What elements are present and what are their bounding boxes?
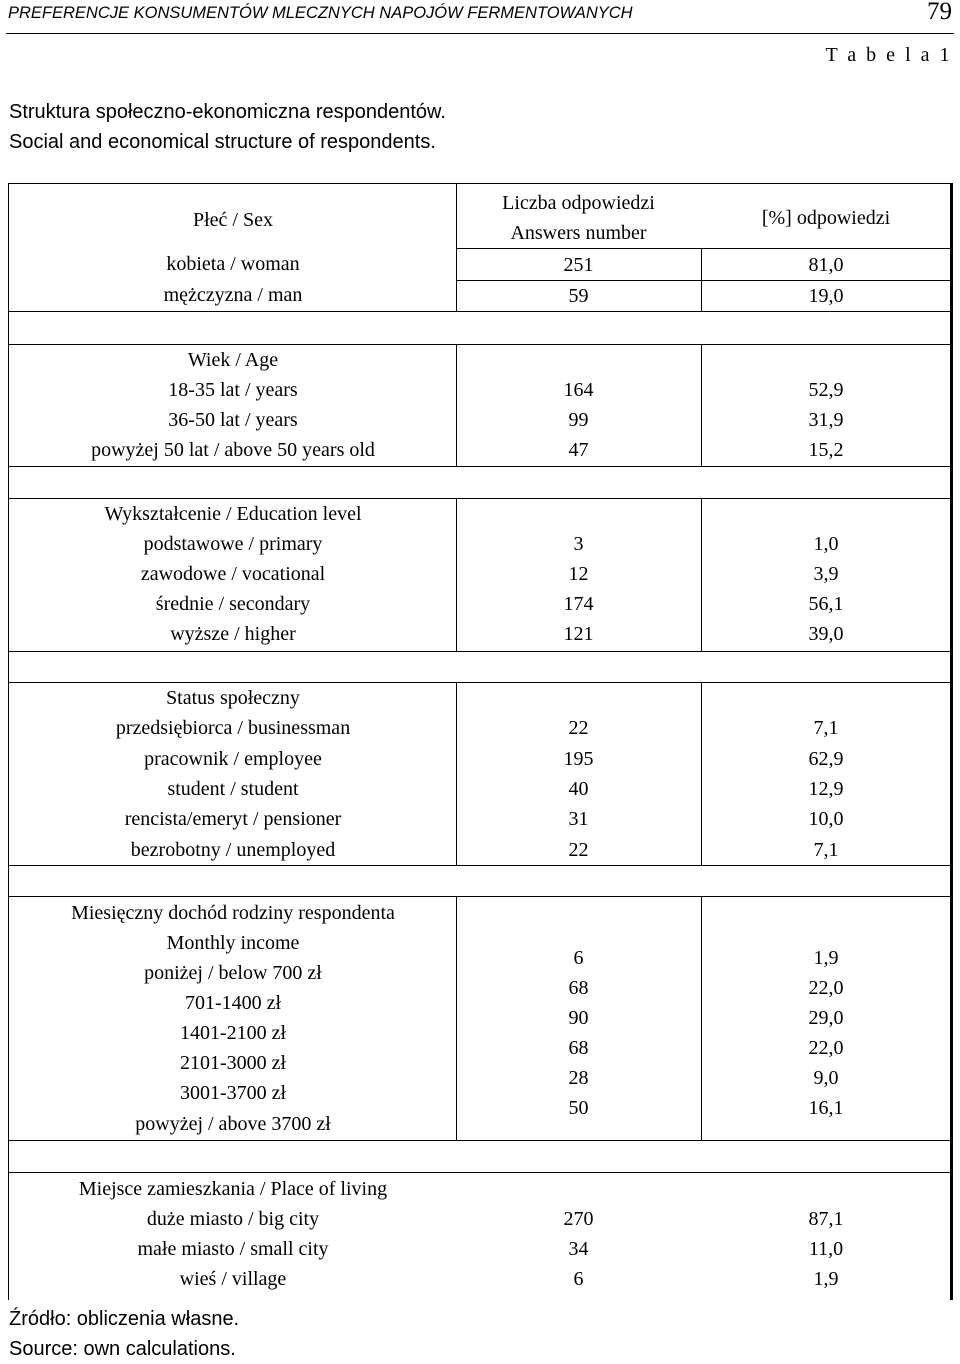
column-header-answers-pl: Liczba odpowiedzi [502,192,655,214]
table-cell-percent: 22,0 [808,1037,844,1059]
table-row-label: powyżej / above 3700 zł [135,1113,331,1135]
table-row-label: student / student [167,778,299,800]
table-cell-percent: 10,0 [808,808,844,830]
table-cell-number: 3 [573,533,584,555]
table-cell-number: 99 [568,409,589,431]
table-row-label: pracownik / employee [144,748,322,770]
table-cell-percent: 19,0 [808,285,844,307]
table-cell-number: 195 [563,748,594,770]
table-cell-percent: 62,9 [808,748,844,770]
table-row-label: 36-50 lat / years [168,409,298,431]
page-number: 79 [927,0,952,25]
source-polish: Źródło: obliczenia własne. [9,1308,240,1330]
table-row-label: powyżej 50 lat / above 50 years old [91,439,375,461]
table-cell-percent: 3,9 [813,563,839,585]
table-cell-number: 50 [568,1097,589,1119]
table-row-label: wieś / village [179,1268,287,1290]
column-header-answers [456,188,701,248]
table-cell-number: 40 [568,778,589,800]
table-cell-percent: 31,9 [808,409,844,431]
table-cell-number: 6 [573,947,584,969]
section-title-education: Wykształcenie / Education level [104,503,362,525]
table-cell-percent: 87,1 [808,1208,844,1230]
caption-polish: Struktura społeczno-ekonomiczna respondentów. [9,101,446,123]
table-cell-percent: 1,9 [813,947,839,969]
source-english: Source: own calculations. [9,1338,236,1360]
table-cell-number: 251 [563,254,594,276]
table-cell-percent: 7,1 [813,839,839,861]
table-row-label: małe miasto / small city [137,1238,329,1260]
table-cell-percent: 1,9 [813,1268,839,1290]
table-cell-percent: 11,0 [808,1238,844,1260]
table-row-label: podstawowe / primary [143,533,323,555]
table-row-label: 2101-3000 zł [179,1052,287,1074]
table-cell-number: 12 [568,563,589,585]
table-cell-percent: 7,1 [813,717,839,739]
table-row-label: duże miasto / big city [146,1208,320,1230]
table-cell-number: 121 [563,623,594,645]
table-rule [8,1140,952,1141]
table-cell-number: 90 [568,1007,589,1029]
table-cell-percent: 1,0 [813,533,839,555]
table-rule [8,651,952,652]
table-row-label: kobieta / woman [166,253,300,275]
table-cell-percent: 81,0 [808,254,844,276]
table-caption [9,97,446,157]
table-cell-percent: 9,0 [813,1067,839,1089]
table-row-label: średnie / secondary [155,593,311,615]
section-title-age: Wiek / Age [187,349,279,371]
table-rule [8,466,952,467]
table-row-label: rencista/emeryt / pensioner [124,808,342,830]
column-header-percent: [%] odpowiedzi [761,207,891,229]
table-cell-percent: 29,0 [808,1007,844,1029]
table-cell-number: 22 [568,839,589,861]
section-title-place-of-living: Miejsce zamieszkania / Place of living [78,1178,388,1200]
running-header [6,0,954,34]
table-cell-percent: 39,0 [808,623,844,645]
table-rule [8,896,952,897]
table-cell-number: 68 [568,977,589,999]
column-header-answers-en: Answers number [510,222,647,244]
table-cell-number: 34 [568,1238,589,1260]
table-cell-percent: 16,1 [808,1097,844,1119]
table-cell-number: 270 [563,1208,594,1230]
table-cell-number: 6 [573,1268,584,1290]
table-cell-percent: 22,0 [808,977,844,999]
table-row-label: zawodowe / vocational [140,563,326,585]
table-row-label: wyższe / higher [170,623,296,645]
section-subtitle-income: Monthly income [166,932,300,954]
table-cell-number: 174 [563,593,594,615]
table-label: T a b e l a 1 [825,44,952,66]
table-cell-number: 68 [568,1037,589,1059]
table-cell-percent: 56,1 [808,593,844,615]
table-row-label: mężczyzna / man [163,284,303,306]
table-row-label: 3001-3700 zł [179,1082,287,1104]
table-row-label: przedsiębiorca / businessman [115,717,351,739]
table-row-label: poniżej / below 700 zł [144,962,322,984]
table-rule [8,1172,952,1173]
table-source-note [9,1304,239,1364]
table-cell-number: 28 [568,1067,589,1089]
table-cell-percent: 12,9 [808,778,844,800]
caption-english: Social and economical structure of respondents. [9,131,436,153]
table-row-label: 1401-2100 zł [179,1022,287,1044]
table-rule [456,248,952,249]
table-cell-number: 31 [568,808,589,830]
table-cell-number: 59 [568,285,589,307]
table-cell-percent: 15,2 [808,439,844,461]
column-header-sex: Płeć / Sex [193,209,273,231]
table-cell-number: 22 [568,717,589,739]
table-row-label: 701-1400 zł [184,992,282,1014]
running-title: PREFERENCJE KONSUMENTÓW MLECZNYCH NAPOJÓW FERMENTOWANYCH [8,4,633,22]
section-title-social-status: Status społeczny [166,687,300,709]
table-cell-percent: 52,9 [808,379,844,401]
table-cell-number: 47 [568,439,589,461]
table-row-label: bezrobotny / unemployed [130,839,336,861]
section-title-income: Miesięczny dochód rodziny respondenta [71,902,395,924]
table-cell-number: 164 [563,379,594,401]
table-row-label: 18-35 lat / years [168,379,298,401]
